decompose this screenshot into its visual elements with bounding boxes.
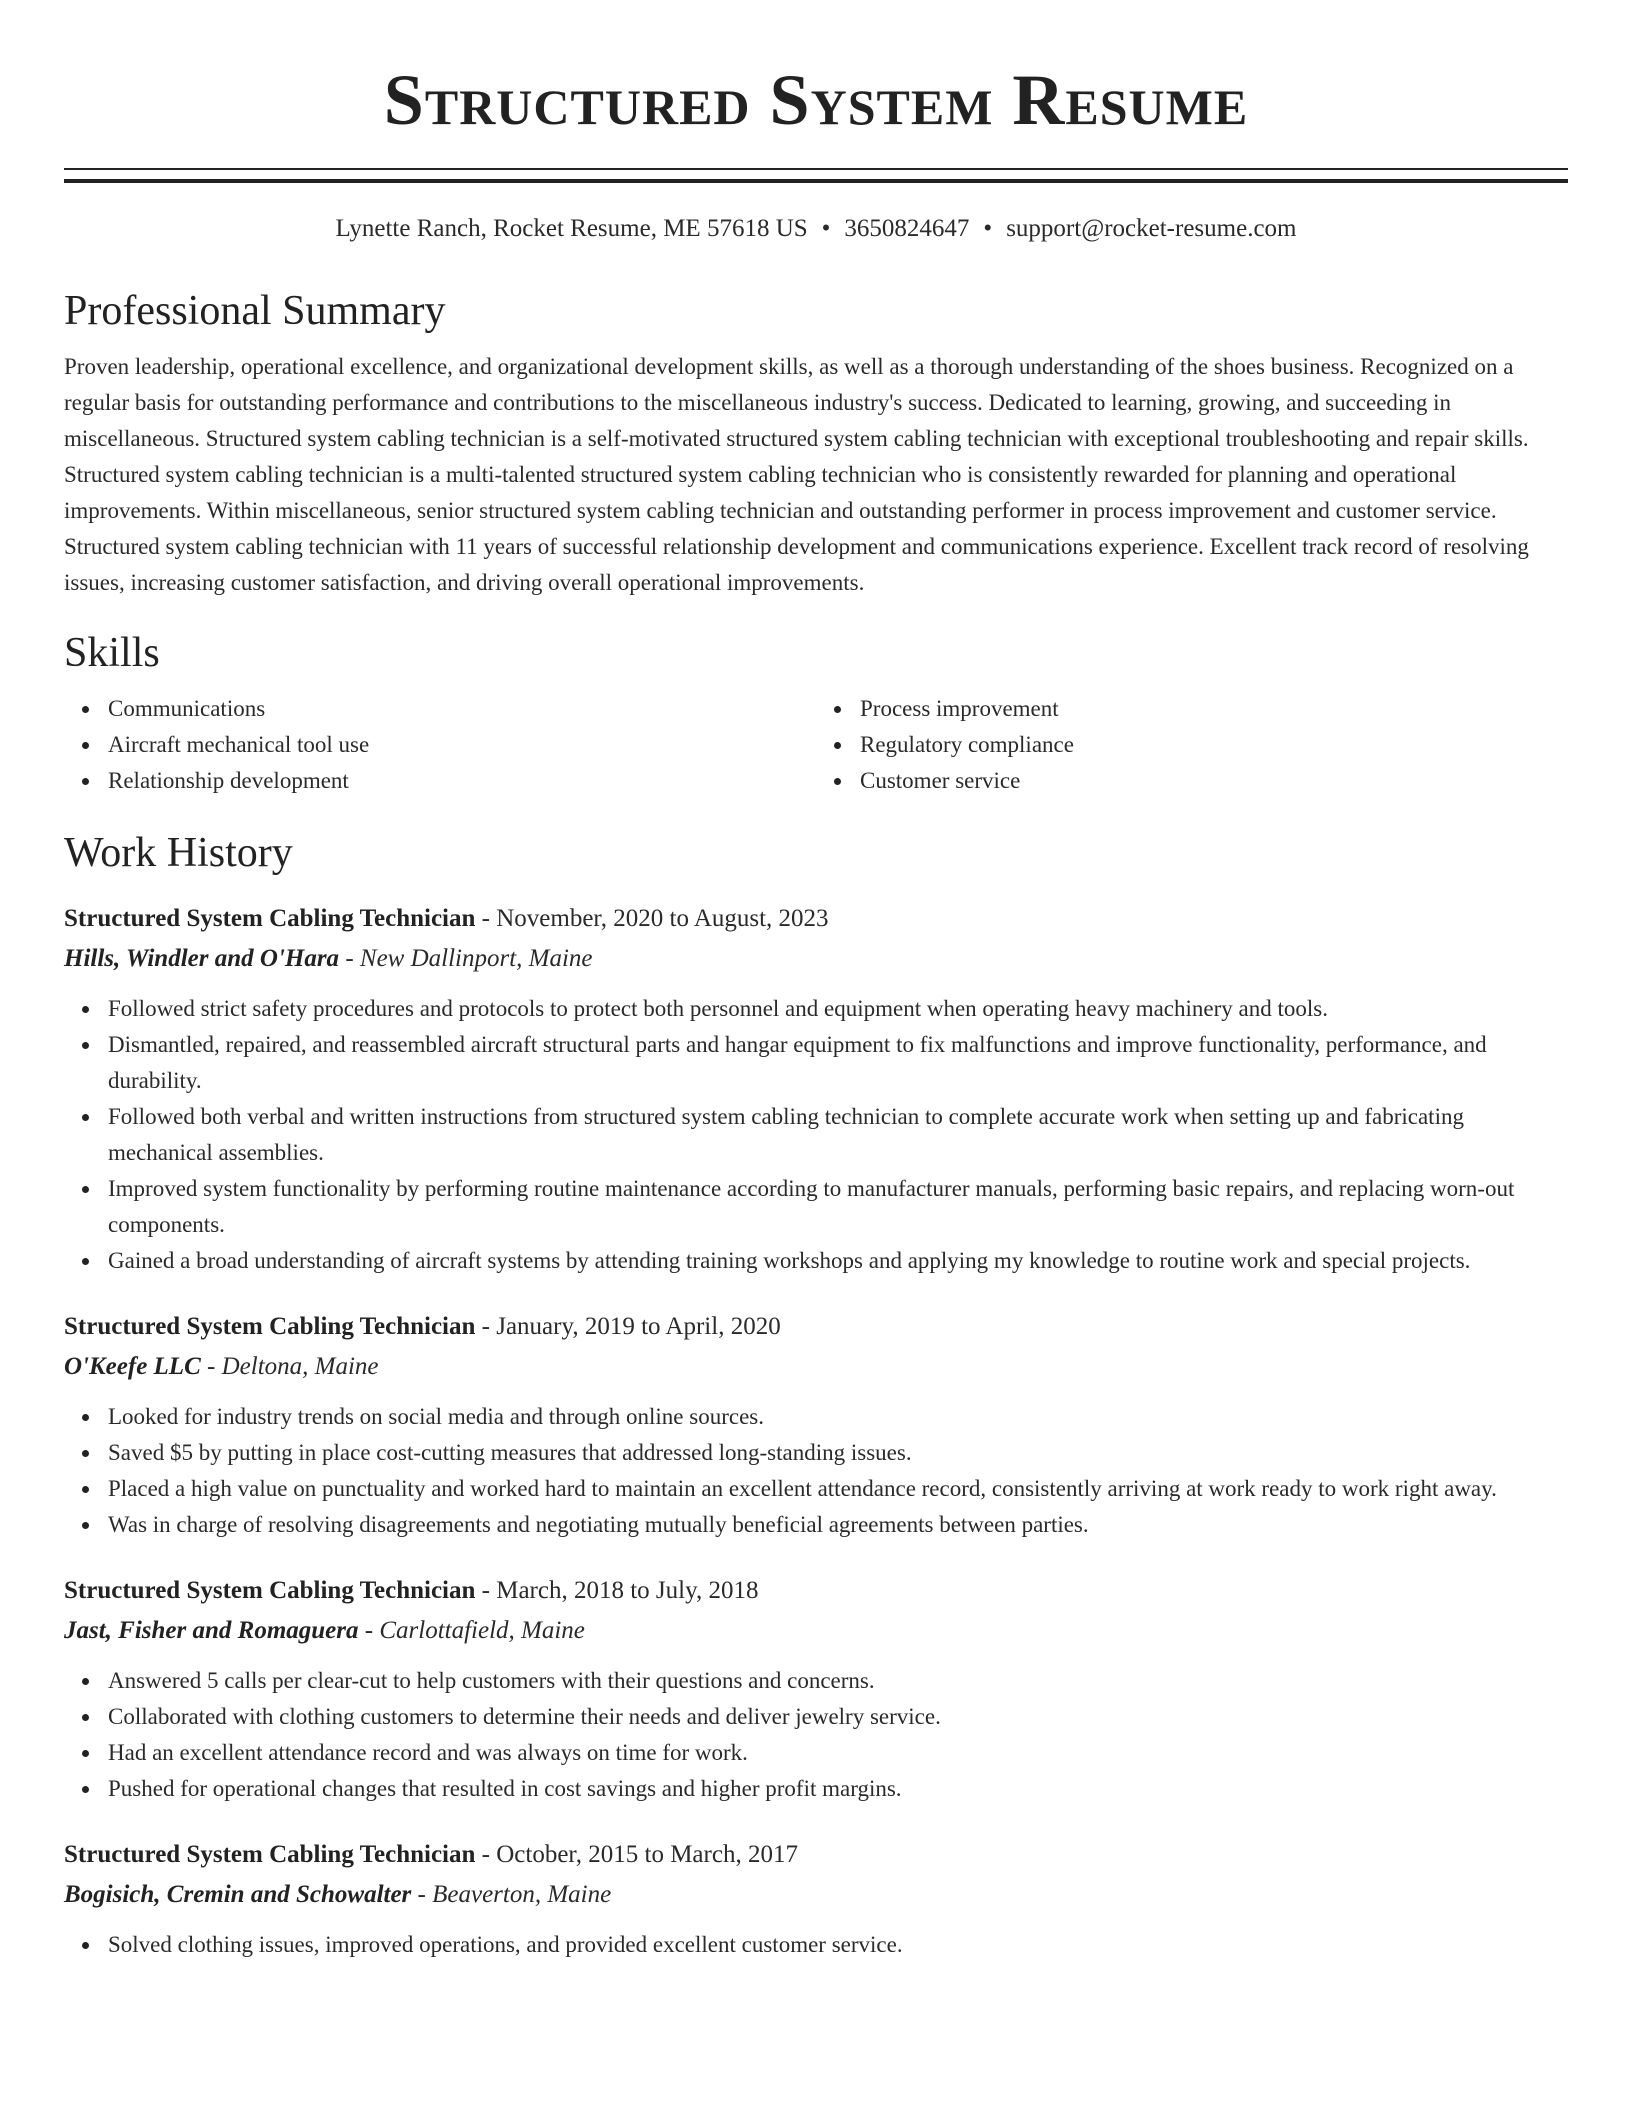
job-dates: March, 2018 to July, 2018 (496, 1577, 759, 1604)
skill-item: Customer service (860, 763, 1568, 799)
job-employer: Hills, Windler and O'Hara (64, 945, 340, 972)
job-dates: January, 2019 to April, 2020 (496, 1313, 781, 1340)
job-duty: Pushed for operational changes that resulted in cost savings and higher profit margins. (108, 1771, 1568, 1807)
job-duties (64, 1663, 1568, 1807)
job-duty: Improved system functionality by performing routine maintenance according to manufacturer manuals, performing basic repairs, and replacing worn-out components. (108, 1171, 1568, 1243)
contact-phone: 3650824647 (844, 215, 970, 242)
job-employer-line: O'Keefe LLC - Deltona, Maine (64, 1353, 379, 1380)
job-title: Structured System Cabling Technician (64, 1577, 476, 1604)
job-employer-line: Jast, Fisher and Romaguera - Carlottafield, Maine (64, 1617, 585, 1644)
job-duties (64, 1399, 1568, 1543)
skill-item: Regulatory compliance (860, 727, 1568, 763)
skill-item: Communications (108, 691, 816, 727)
job-duty: Gained a broad understanding of aircraft systems by attending training workshops and applying my knowledge to routine work and special projects. (108, 1243, 1568, 1279)
job-title: Structured System Cabling Technician (64, 1313, 476, 1340)
job-title-line: Structured System Cabling Technician - January, 2019 to April, 2020 (64, 1313, 781, 1340)
contact-line (64, 213, 1568, 245)
job-title-line: Structured System Cabling Technician - November, 2020 to August, 2023 (64, 905, 829, 932)
job-entry (64, 899, 1568, 1279)
job-entry (64, 1835, 1568, 1963)
job-duty: Dismantled, repaired, and reassembled aircraft structural parts and hangar equipment to fix malfunctions and improve functionality, performance, and durability. (108, 1027, 1568, 1099)
skills-heading: Skills (64, 630, 160, 676)
job-title: Structured System Cabling Technician (64, 905, 476, 932)
skill-item: Aircraft mechanical tool use (108, 727, 816, 763)
job-dates: November, 2020 to August, 2023 (496, 905, 829, 932)
skill-item: Process improvement (860, 691, 1568, 727)
skill-item: Relationship development (108, 763, 816, 799)
job-duty: Collaborated with clothing customers to determine their needs and deliver jewelry service. (108, 1699, 1568, 1735)
job-duty: Looked for industry trends on social media and through online sources. (108, 1399, 1568, 1435)
job-entry (64, 1307, 1568, 1543)
contact-separator: • (821, 215, 831, 242)
job-duty: Followed strict safety procedures and protocols to protect both personnel and equipment when operating heavy machinery and tools. (108, 991, 1568, 1027)
job-employer: Jast, Fisher and Romaguera (64, 1617, 359, 1644)
skills-list (64, 691, 1568, 799)
resume-title: Structured System Resume (383, 60, 1249, 140)
job-duties (64, 1927, 1568, 1963)
job-employer: Bogisich, Cremin and Schowalter (64, 1881, 412, 1908)
job-duty: Followed both verbal and written instructions from structured system cabling technician to complete accurate work when setting up and fabricating mechanical assemblies. (108, 1099, 1568, 1171)
job-location: Deltona, Maine (221, 1353, 379, 1380)
job-duty: Saved $5 by putting in place cost-cutting measures that addressed long-standing issues. (108, 1435, 1568, 1471)
job-location: New Dallinport, Maine (359, 945, 593, 972)
contact-address: Lynette Ranch, Rocket Resume, ME 57618 US (335, 215, 808, 242)
job-title-line: Structured System Cabling Technician - October, 2015 to March, 2017 (64, 1841, 798, 1868)
skills-column-right (816, 691, 1568, 799)
contact-separator: • (983, 215, 993, 242)
job-employer-line: Bogisich, Cremin and Schowalter - Beaverton, Maine (64, 1881, 612, 1908)
skills-column-left (64, 691, 816, 799)
job-employer-line: Hills, Windler and O'Hara - New Dallinport, Maine (64, 945, 593, 972)
job-title-line: Structured System Cabling Technician - March, 2018 to July, 2018 (64, 1577, 759, 1604)
summary-text: Proven leadership, operational excellence, and organizational development skills, as well as a thorough understanding of the shoes business. Recognized on a regular basis for outstanding performance and contributions to the miscellaneous industry's success. Dedicated to learning, growing, and succeeding in miscellaneous. Structured system cabling technician is a self-motivated structured system cabling technician with exceptional troubleshooting and repair skills. Structured system cabling technician is a multi-talented structured system cabling technician who is consistently rewarded for planning and operational improvements. Within miscellaneous, senior structured system cabling technician and outstanding performer in process improvement and customer service. Structured system cabling technician with 11 years of successful relationship development and communications experience. Excellent track record of resolving issues, increasing customer satisfaction, and driving overall operational improvements. (64, 354, 1529, 595)
job-duty: Solved clothing issues, improved operations, and provided excellent customer service. (108, 1927, 1568, 1963)
job-location: Beaverton, Maine (432, 1881, 612, 1908)
summary-heading: Professional Summary (64, 288, 446, 334)
job-duty: Placed a high value on punctuality and worked hard to maintain an excellent attendance record, consistently arriving at work ready to work right away. (108, 1471, 1568, 1507)
title-divider (64, 168, 1568, 183)
job-duties (64, 991, 1568, 1279)
job-title: Structured System Cabling Technician (64, 1841, 476, 1868)
job-dates: October, 2015 to March, 2017 (496, 1841, 798, 1868)
contact-email: support@rocket-resume.com (1006, 215, 1297, 242)
job-entry (64, 1571, 1568, 1807)
job-duty: Answered 5 calls per clear-cut to help customers with their questions and concerns. (108, 1663, 1568, 1699)
job-duty: Was in charge of resolving disagreements and negotiating mutually beneficial agreements between parties. (108, 1507, 1568, 1543)
job-duty: Had an excellent attendance record and was always on time for work. (108, 1735, 1568, 1771)
job-location: Carlottafield, Maine (379, 1617, 585, 1644)
work-history-heading: Work History (64, 830, 293, 876)
job-employer: O'Keefe LLC (64, 1353, 201, 1380)
